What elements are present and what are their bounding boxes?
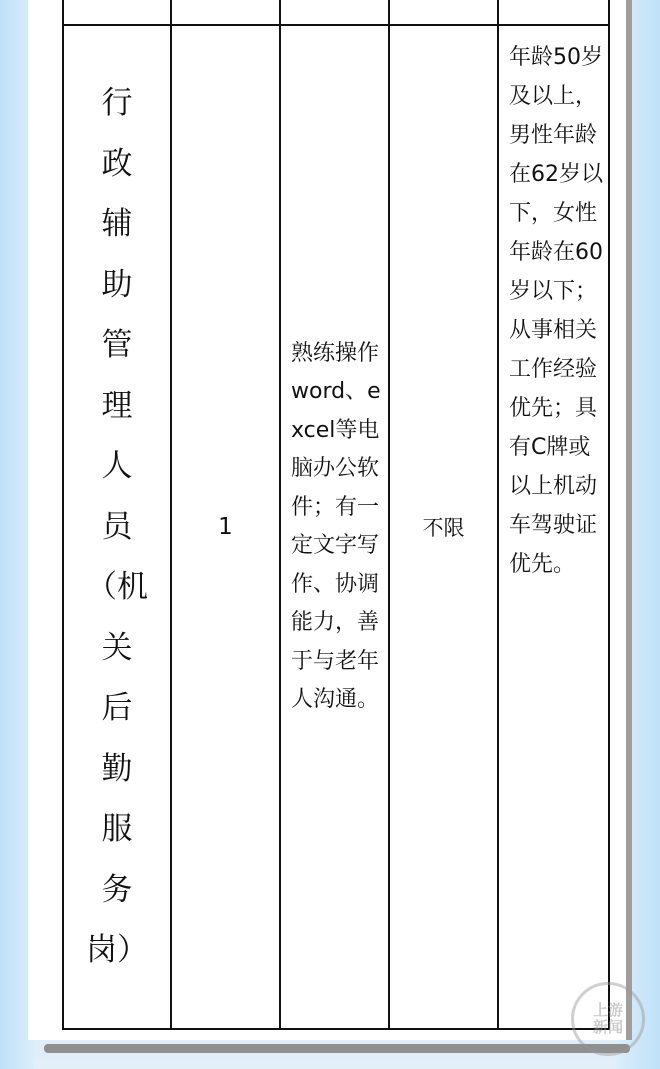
- table-cell: [498, 0, 609, 25]
- position-title-char: 员: [101, 508, 133, 545]
- position-title-char: 行: [101, 85, 133, 122]
- table-row: [63, 25, 609, 1029]
- watermark-text: 新闻: [592, 1018, 623, 1036]
- position-title-char: 政: [101, 145, 133, 182]
- position-title-char: 管: [101, 327, 133, 364]
- position-title-char: 辅: [101, 206, 133, 243]
- position-title-char: （机: [86, 569, 148, 606]
- position-title-char: 理: [101, 387, 133, 424]
- position-title-char: 岗）: [86, 932, 148, 969]
- position-title-char: 服: [101, 811, 133, 848]
- table-cell: [63, 0, 171, 25]
- position-title-char: 勤: [101, 750, 133, 787]
- table-cell: [171, 0, 280, 25]
- requirement-cell: 熟练操作word、excel等电脑办公软件；有一定文字写作、协调能力，善于与老年人沟通。: [280, 25, 389, 1029]
- position-title-char: 人: [101, 448, 133, 485]
- watermark-logo: [571, 982, 645, 1056]
- recruitment-table: [62, 0, 610, 1030]
- watermark-text: 上游: [592, 1001, 623, 1019]
- position-title-char: 务: [101, 871, 133, 908]
- document-edge-bottom: [44, 1044, 630, 1053]
- education-cell: 不限: [389, 25, 498, 1029]
- document-edge-right: [626, 0, 632, 1040]
- position-title-char: 关: [101, 629, 133, 666]
- other-conditions-cell: 年龄50岁及以上，男性年龄在62岁以下，女性年龄在60岁以下；从事相关工作经验优先；具有C牌或以上机动车驾驶证优先。: [498, 25, 609, 1029]
- table-row-header-remnant: [63, 0, 609, 25]
- table-cell: [389, 0, 498, 25]
- table-cell: [280, 0, 389, 25]
- position-title-cell: [63, 25, 171, 1029]
- position-title-char: 助: [101, 266, 133, 303]
- headcount-cell: 1: [171, 25, 280, 1029]
- position-title-char: 后: [101, 690, 133, 727]
